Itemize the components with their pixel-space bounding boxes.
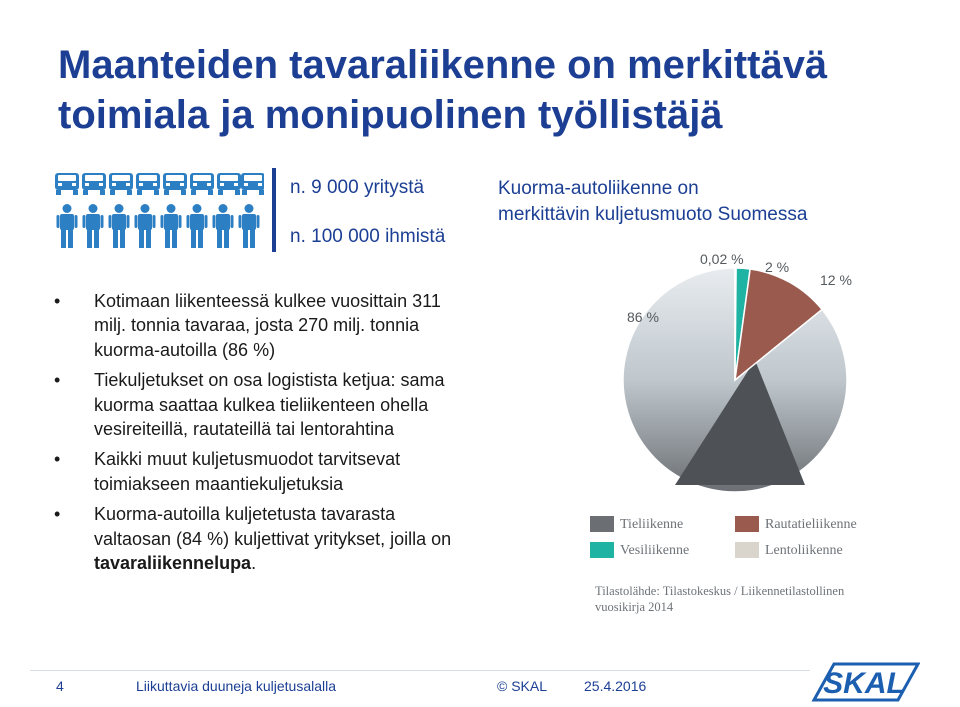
- stats-divider: [272, 168, 276, 252]
- people-count: n. 100 000 ihmistä: [290, 226, 446, 247]
- bullet-text: Kuorma-autoilla kuljetetusta tavarasta valtaosan (84 %) kuljettivat yritykset, joilla on: [94, 504, 452, 549]
- person-icon: [109, 204, 130, 248]
- truck-icon: [241, 173, 264, 195]
- bullet-list: [54, 289, 474, 581]
- legend-swatch: [590, 516, 614, 532]
- legend-label: Tieliikenne: [620, 517, 684, 532]
- slide-title: [58, 40, 938, 140]
- truck-icon: [163, 173, 187, 195]
- bullet-item: • Kaikki muut kuljetusmuodot tarvitsevat toimiakseen maantiekuljetuksia: [54, 447, 474, 496]
- bullet-bold-term: tavaraliikennelupa: [94, 553, 252, 574]
- pie-label: 86 %: [627, 309, 659, 325]
- employment-icons: [54, 172, 264, 250]
- legend-swatch: [735, 542, 759, 558]
- companies-count: n. 9 000 yritystä: [290, 177, 425, 198]
- bullet-item: • Tiekuljetukset on osa logistista ketjua: sama kuorma saattaa kulkea tieliikenteen ohella vesireiteillä, rautateillä tai lentorahtina: [54, 368, 474, 441]
- chart-heading-line-2: merkittävin kuljetusmuoto Suomessa: [498, 204, 808, 225]
- truck-and-person-icons: [54, 172, 264, 250]
- legend-swatch: [735, 516, 759, 532]
- source-line-2: vuosikirja 2014: [595, 600, 674, 614]
- legend-label: Vesiliikenne: [620, 543, 690, 558]
- person-icon: [135, 204, 156, 248]
- person-icon: [57, 204, 78, 248]
- pie-label: 12 %: [820, 272, 852, 288]
- skal-logo-text: SKAL: [823, 667, 905, 700]
- person-icon: [161, 204, 182, 248]
- pie-label: 2 %: [765, 259, 790, 275]
- page-number: 4: [56, 678, 64, 694]
- truck-icon: [82, 173, 106, 195]
- skal-logo-mark: [808, 660, 920, 704]
- title-line-1: Maanteiden tavaraliikenne on merkittävä: [58, 43, 828, 87]
- truck-icon: [217, 173, 241, 195]
- footer-text: Liikuttavia duuneja kuljetusalalla: [136, 678, 337, 694]
- pie-label: 0,02 %: [700, 251, 744, 267]
- person-icon: [239, 204, 260, 248]
- legend-swatch: [590, 542, 614, 558]
- transport-pie-chart: [585, 250, 960, 630]
- bullet-item: [54, 502, 474, 575]
- footer-copyright: © SKAL: [497, 678, 548, 694]
- truck-icon: [190, 173, 214, 195]
- person-icon: [187, 204, 208, 248]
- person-icon: [213, 204, 234, 248]
- skal-logo: [808, 660, 920, 704]
- truck-icon: [136, 173, 160, 195]
- chart-heading-line-1: Kuorma-autoliikenne on: [498, 178, 699, 199]
- pie-chart-svg: [585, 250, 960, 630]
- legend-label: Rautatieliikenne: [765, 517, 857, 532]
- title-line-2: toimiala ja monipuolinen työllistäjä: [58, 93, 723, 137]
- person-icon: [83, 204, 104, 248]
- truck-icon: [109, 173, 133, 195]
- bullet-item: • Kotimaan liikenteessä kulkee vuosittain 311 milj. tonnia tavaraa, josta 270 milj. tonnia kuorma-autoilla (86 %): [54, 289, 474, 362]
- source-line-1: Tilastolähde: Tilastokeskus / Liikennetilastollinen: [595, 584, 845, 598]
- legend-label: Lentoliikenne: [765, 543, 843, 558]
- bullet-suffix: .: [251, 553, 257, 574]
- footer-date: 25.4.2016: [584, 678, 647, 694]
- footer-divider: [30, 670, 810, 671]
- truck-icon: [55, 173, 79, 195]
- chart-heading: [498, 176, 807, 228]
